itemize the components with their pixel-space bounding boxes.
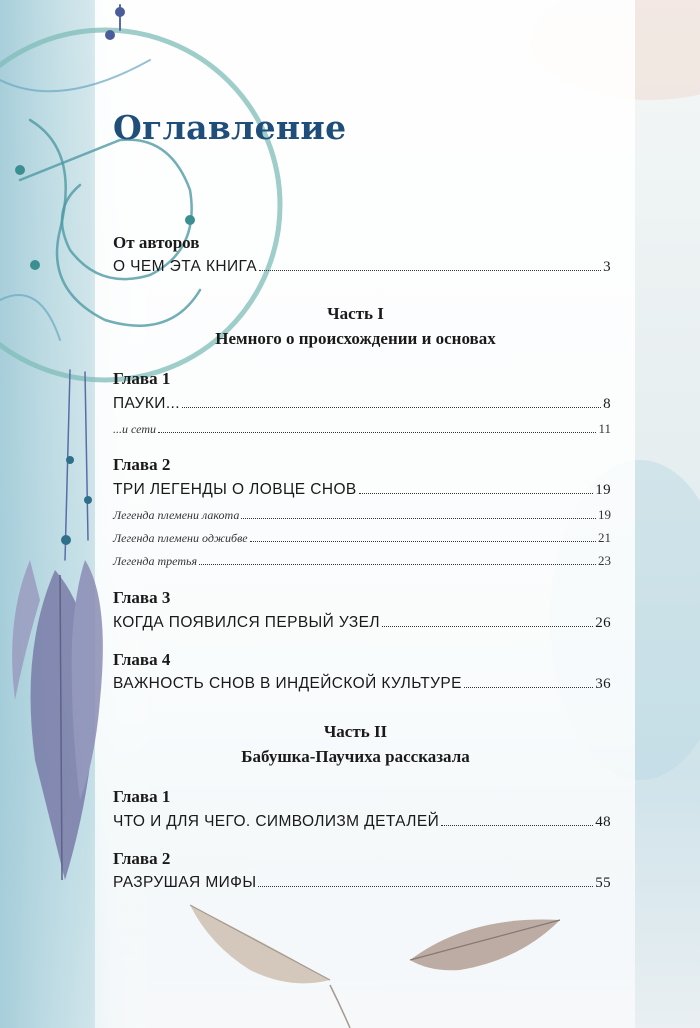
toc-entry[interactable] bbox=[113, 874, 611, 892]
leader-dots bbox=[199, 564, 596, 565]
toc-entry[interactable] bbox=[113, 481, 611, 499]
toc-entry-page: 8 bbox=[603, 396, 611, 412]
toc-entry-label: О ЧЕМ ЭТА КНИГА bbox=[113, 258, 258, 275]
part-number: Часть II bbox=[323, 722, 388, 741]
toc-entry[interactable] bbox=[113, 813, 611, 831]
toc-subentry-page: 11 bbox=[598, 421, 611, 436]
toc-entry-label: ВАЖНОСТЬ СНОВ В ИНДЕЙСКОЙ КУЛЬТУРЕ bbox=[113, 675, 462, 692]
toc-entry[interactable] bbox=[113, 258, 611, 276]
leader-dots bbox=[258, 886, 593, 887]
toc-entry-label: ЧТО И ДЛЯ ЧЕГО. СИМВОЛИЗМ ДЕТАЛЕЙ bbox=[113, 813, 440, 830]
toc-entry-page: 19 bbox=[595, 482, 611, 498]
chapter-heading: Глава 1 bbox=[113, 369, 171, 388]
toc-entry-label: ПАУКИ... bbox=[113, 395, 180, 412]
part-number: Часть I bbox=[327, 304, 384, 323]
leader-dots bbox=[464, 687, 593, 688]
toc-subentry-page: 19 bbox=[598, 507, 611, 522]
toc-entry-page: 3 bbox=[603, 259, 611, 275]
chapter-heading: Глава 1 bbox=[113, 787, 171, 806]
leader-dots bbox=[250, 541, 596, 542]
toc-entry-page: 36 bbox=[595, 676, 611, 692]
toc-entry-page: 48 bbox=[595, 814, 611, 830]
toc-subentry-page: 23 bbox=[598, 553, 611, 568]
chapter-heading: Глава 3 bbox=[113, 588, 171, 607]
toc-subentry[interactable] bbox=[113, 507, 611, 523]
toc-entry-page: 26 bbox=[595, 615, 611, 631]
page-title: Оглавление bbox=[113, 108, 347, 147]
toc-subentry[interactable] bbox=[113, 421, 611, 437]
toc-subentry-label: Легенда племени оджибве bbox=[113, 531, 248, 545]
leader-dots bbox=[182, 407, 601, 408]
toc-subentry[interactable] bbox=[113, 530, 611, 546]
toc-subentry-page: 21 bbox=[598, 530, 611, 545]
toc-entry[interactable] bbox=[113, 675, 611, 693]
leader-dots bbox=[359, 493, 594, 494]
toc-entry[interactable] bbox=[113, 395, 611, 413]
toc-subentry-label: Легенда племени лакота bbox=[113, 508, 240, 522]
leader-dots bbox=[441, 825, 593, 826]
toc-entry[interactable] bbox=[113, 614, 611, 632]
toc-entry-page: 55 bbox=[595, 875, 611, 891]
toc-entry-label: КОГДА ПОЯВИЛСЯ ПЕРВЫЙ УЗЕЛ bbox=[113, 614, 380, 631]
leader-dots bbox=[382, 626, 593, 627]
part-title: Немного о происхождении и основах bbox=[215, 329, 496, 348]
toc-subentry-label: Легенда третья bbox=[113, 554, 198, 568]
toc-entry-label: РАЗРУШАЯ МИФЫ bbox=[113, 874, 257, 891]
part-title: Бабушка-Паучиха рассказала bbox=[241, 747, 470, 766]
leader-dots bbox=[241, 518, 596, 519]
leader-dots bbox=[158, 432, 596, 433]
leader-dots bbox=[259, 270, 601, 271]
toc-subentry[interactable] bbox=[113, 553, 611, 569]
chapter-heading: Глава 2 bbox=[113, 849, 171, 868]
chapter-heading: Глава 2 bbox=[113, 455, 171, 474]
toc-subentry-label: ...и сети bbox=[113, 422, 157, 436]
chapter-heading: Глава 4 bbox=[113, 650, 171, 669]
toc-entry-label: ТРИ ЛЕГЕНДЫ О ЛОВЦЕ СНОВ bbox=[113, 481, 357, 498]
section-heading: От авторов bbox=[113, 233, 200, 252]
